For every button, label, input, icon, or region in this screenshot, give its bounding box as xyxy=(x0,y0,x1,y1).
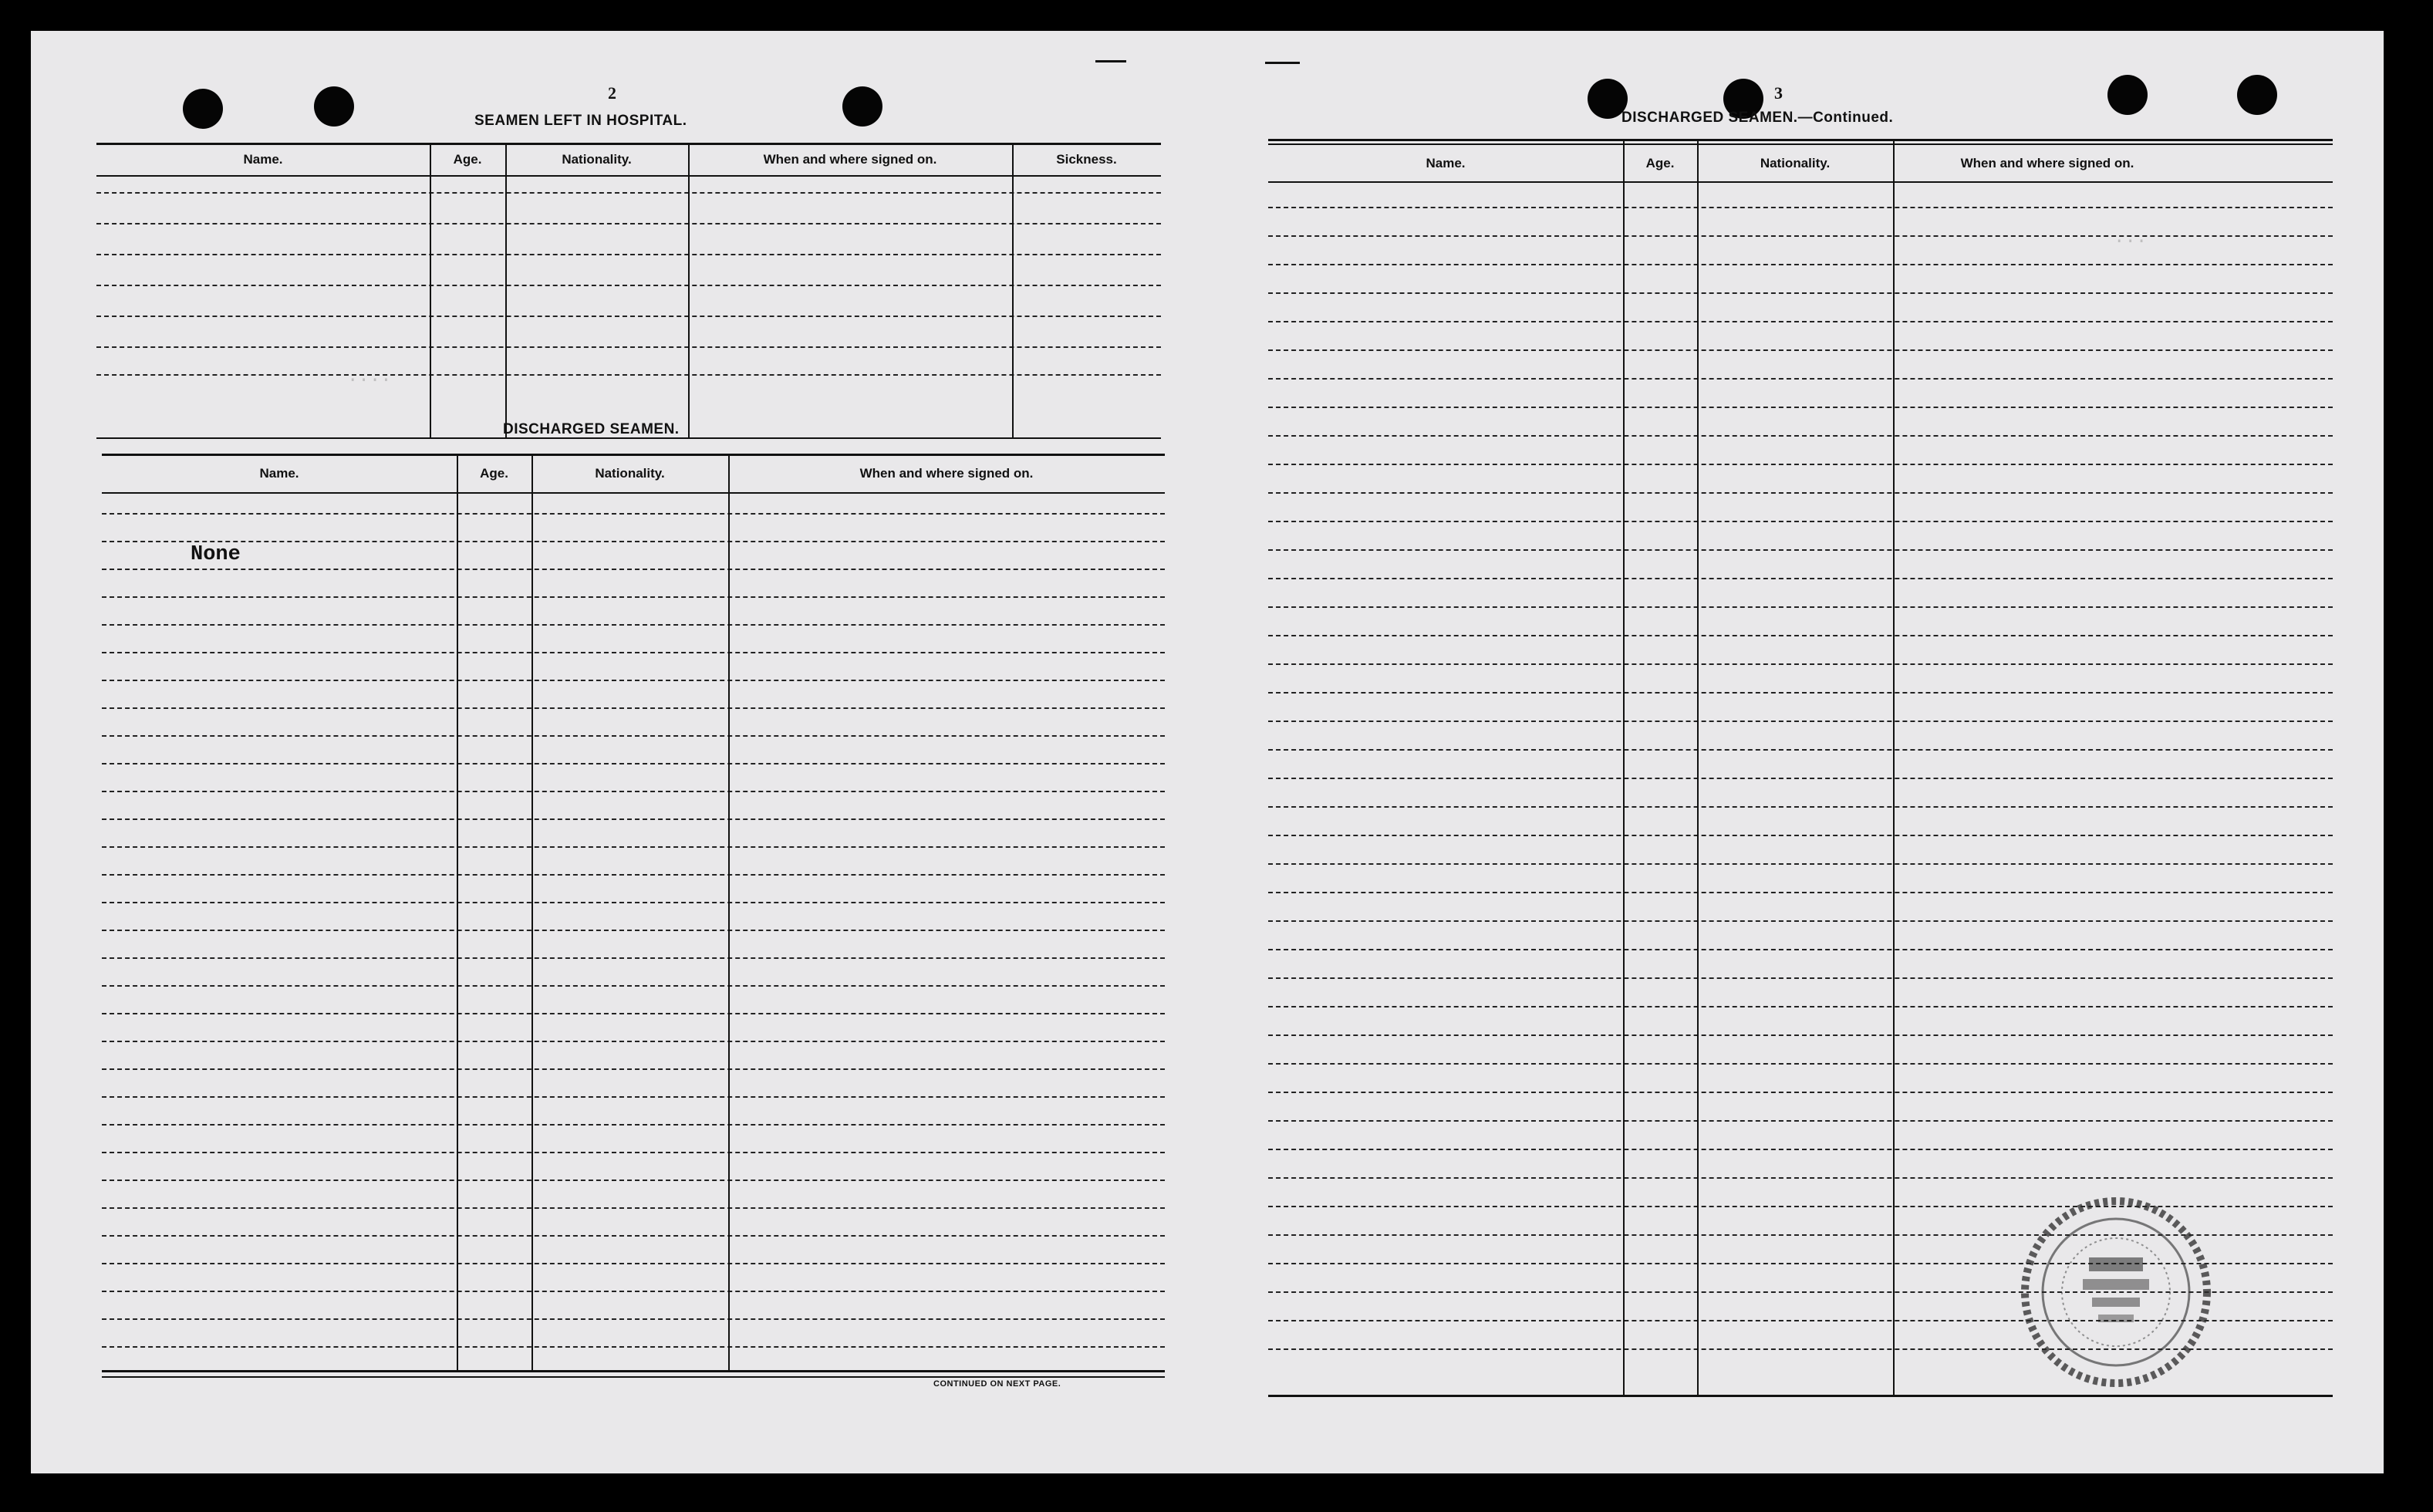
col-nationality: Nationality. xyxy=(1760,156,1831,170)
hospital-table xyxy=(96,143,1161,440)
hospital-section-title: SEAMEN LEFT IN HOSPITAL. xyxy=(474,113,687,129)
document-sheet xyxy=(31,31,2384,1473)
col-name: Name. xyxy=(243,152,283,167)
col-nationality: Nationality. xyxy=(595,466,665,481)
col-signed-on: When and where signed on. xyxy=(763,152,937,167)
col-sickness: Sickness. xyxy=(1056,152,1117,167)
col-age: Age. xyxy=(480,466,508,481)
discharged-entry-name: None xyxy=(191,543,241,566)
col-nationality: Nationality. xyxy=(562,152,632,167)
col-name: Name. xyxy=(1426,156,1466,170)
discharged-continued-title xyxy=(1621,110,1893,127)
punch-hole xyxy=(183,89,223,129)
col-name: Name. xyxy=(259,466,299,481)
discharged-table-left xyxy=(102,454,1165,1396)
bleed-through-mark: ··· xyxy=(2114,231,2148,252)
punch-hole xyxy=(314,86,354,127)
col-signed-on: When and where signed on. xyxy=(1960,156,2134,170)
ink-stamp xyxy=(2012,1188,2220,1396)
col-age: Age. xyxy=(1645,156,1675,170)
discharged-section-title: DISCHARGED SEAMEN. xyxy=(503,421,680,437)
punch-hole xyxy=(2107,75,2148,115)
page-number-right: 3 xyxy=(1774,83,1783,103)
col-signed-on: When and where signed on. xyxy=(859,466,1034,481)
punch-hole xyxy=(2237,75,2277,115)
col-age: Age. xyxy=(453,152,482,167)
bleed-through-mark: ···· xyxy=(347,370,392,391)
page-number-left: 2 xyxy=(608,83,616,103)
discharged-continued-title-main: DISCHARGED SEAMEN. xyxy=(1621,110,1798,126)
continued-note: CONTINUED ON NEXT PAGE. xyxy=(933,1379,1061,1389)
discharged-continued-title-suffix: —Continued. xyxy=(1797,110,1894,126)
ink-mark xyxy=(1265,62,1300,64)
ink-mark xyxy=(1095,60,1126,62)
punch-hole xyxy=(842,86,882,127)
